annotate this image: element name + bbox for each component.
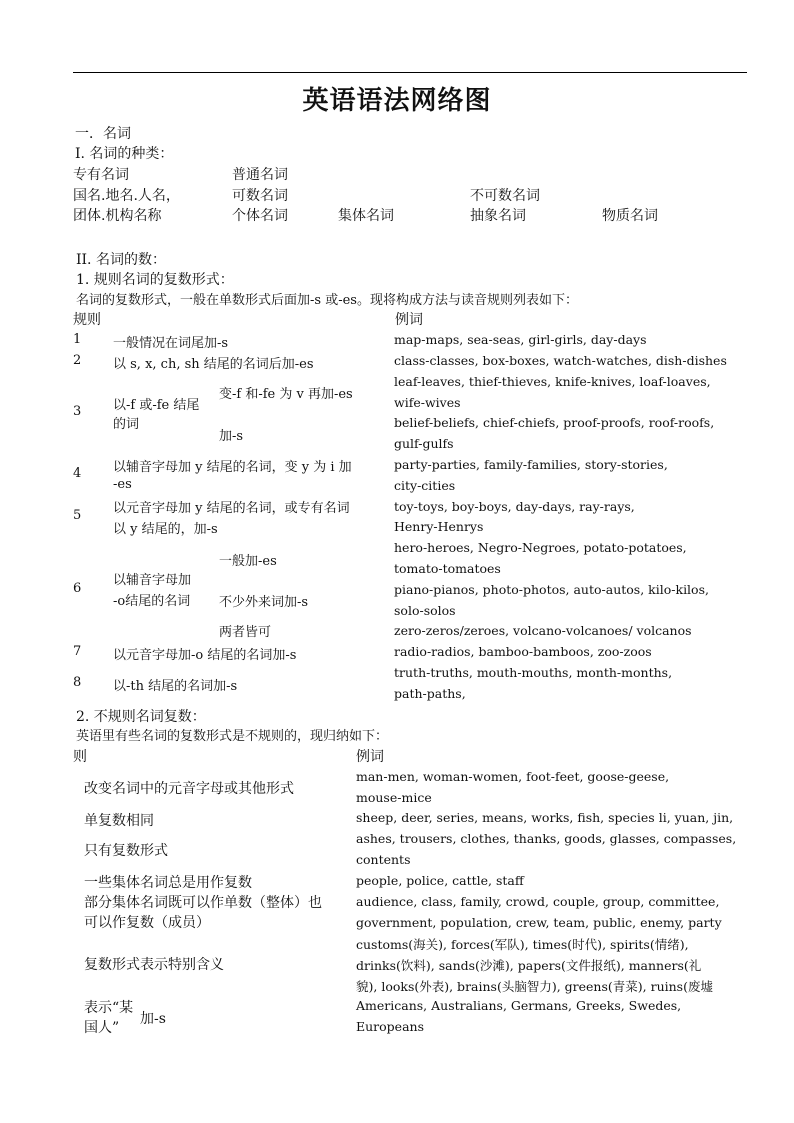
kind-uncountable: 不可数名词 bbox=[470, 188, 540, 204]
table2-example: government, population, crew, team, public, enemy, party bbox=[356, 915, 722, 930]
table1-row-num: 4 bbox=[73, 466, 82, 481]
kind-common: 普通名词 bbox=[232, 167, 288, 183]
table2-subrule: 加-s bbox=[140, 1011, 166, 1027]
table1-subrule: 一般加-es bbox=[219, 554, 277, 569]
table2-example: man-men, woman-women, foot-feet, goose-geese, bbox=[356, 769, 670, 784]
table1-example: path-paths, bbox=[394, 686, 466, 701]
table1-header-example: 例词 bbox=[395, 312, 423, 328]
table2-rule: 单复数相同 bbox=[84, 813, 154, 829]
table1-example: truth-truths, mouth-mouths, month-months, bbox=[394, 665, 673, 680]
regular-intro: 名词的复数形式，一般在单数形式后面加-s 或-es。现将构成方法与读音规则列表如下： bbox=[76, 293, 578, 308]
table1-rule: -o结尾的名词 bbox=[113, 594, 191, 609]
table2-example: audience, class, family, crowd, couple, group, committee, bbox=[356, 894, 720, 909]
table1-row-num: 8 bbox=[73, 675, 82, 690]
table1-rule: -es bbox=[113, 477, 132, 492]
table1-example: city-cities bbox=[394, 478, 456, 493]
table2-example: contents bbox=[356, 852, 411, 867]
subsection-heading-regular: 1. 规则名词的复数形式： bbox=[76, 272, 234, 288]
subsection-heading-irregular: 2. 不规则名词复数： bbox=[76, 709, 206, 725]
table2-header-rule: 则 bbox=[73, 749, 87, 765]
table1-row-num: 7 bbox=[73, 644, 82, 659]
table1-rule: 以元音字母加 y 结尾的名词，或专有名词 bbox=[113, 501, 350, 516]
section-heading-number: II. 名词的数： bbox=[76, 252, 166, 268]
table2-rule: 只有复数形式 bbox=[84, 843, 168, 859]
table2-rule: 表示“某 bbox=[84, 1000, 134, 1016]
kind-collective: 集体名词 bbox=[338, 208, 394, 224]
table2-rule: 国人” bbox=[84, 1020, 120, 1036]
table2-rule: 复数形式表示特别含义 bbox=[84, 957, 224, 973]
table1-row-num: 3 bbox=[73, 404, 82, 419]
table1-example: party-parties, family-families, story-stories, bbox=[394, 457, 668, 472]
table2-example: people, police, cattle, staff bbox=[356, 873, 524, 888]
table2-header-example: 例词 bbox=[356, 749, 384, 765]
table2-rule: 部分集体名词既可以作单数（整体）也 bbox=[84, 895, 322, 911]
table1-subrule: 变-f 和-fe 为 v 再加-es bbox=[219, 387, 353, 402]
table1-example: leaf-leaves, thief-thieves, knife-knives, loaf-loaves, bbox=[394, 374, 711, 389]
table1-example: radio-radios, bamboo-bamboos, zoo-zoos bbox=[394, 644, 652, 659]
table1-example: belief-beliefs, chief-chiefs, proof-proofs, roof-roofs, bbox=[394, 415, 715, 430]
table1-rule: 以辅音字母加 bbox=[113, 573, 192, 588]
table2-example: customs(海关), forces(军队), times(时代), spirits(情绪), bbox=[356, 937, 689, 952]
table1-row-num: 2 bbox=[73, 353, 82, 368]
section-heading-nouns: 一．名词 bbox=[75, 126, 131, 142]
table1-example: gulf-gulfs bbox=[394, 436, 454, 451]
kind-material: 物质名词 bbox=[602, 208, 658, 224]
table2-example: 貌), looks(外表), brains(头脑智力), greens(青菜), ruins(废墟 bbox=[356, 979, 713, 994]
table1-example: map-maps, sea-seas, girl-girls, day-days bbox=[394, 332, 647, 347]
table1-subrule: 加-s bbox=[219, 429, 244, 444]
kind-proper-desc-2: 团体.机构名称 bbox=[73, 208, 162, 224]
header-rule bbox=[73, 72, 747, 73]
table1-row-num: 1 bbox=[73, 332, 82, 347]
table1-rule: 以-f 或-fe 结尾 bbox=[113, 398, 200, 413]
table1-subrule: 不少外来词加-s bbox=[219, 595, 309, 610]
table2-example: drinks(饮料), sands(沙滩), papers(文件报纸), manners(礼 bbox=[356, 958, 702, 973]
table1-subrule: 两者皆可 bbox=[219, 625, 272, 640]
table1-example: zero-zeros/zeroes, volcano-volcanoes/ volcanos bbox=[394, 623, 692, 638]
table1-rule: 以-th 结尾的名词加-s bbox=[113, 679, 238, 694]
table1-rule: 以 s, x, ch, sh 结尾的名词后加-es bbox=[113, 357, 314, 372]
kind-countable: 可数名词 bbox=[232, 188, 288, 204]
table1-example: Henry-Henrys bbox=[394, 519, 484, 534]
table1-example: solo-solos bbox=[394, 603, 456, 618]
table1-example: toy-toys, boy-boys, day-days, ray-rays, bbox=[394, 499, 635, 514]
table2-rule: 改变名词中的元音字母或其他形式 bbox=[84, 781, 294, 797]
kind-proper: 专有名词 bbox=[73, 167, 129, 183]
table1-rule: 以元音字母加-o 结尾的名词加-s bbox=[113, 648, 297, 663]
table1-example: tomato-tomatoes bbox=[394, 561, 501, 576]
kind-proper-desc-1: 国名.地名.人名， bbox=[73, 188, 180, 204]
table1-rule: 的词 bbox=[113, 417, 140, 432]
subsection-heading-kinds: I. 名词的种类： bbox=[75, 146, 174, 162]
table1-rule: 以辅音字母加 y 结尾的名词，变 y 为 i 加 bbox=[113, 460, 352, 475]
kind-individual: 个体名词 bbox=[232, 208, 288, 224]
table1-row-num: 5 bbox=[73, 508, 82, 523]
table2-rule: 可以作复数（成员） bbox=[84, 915, 210, 931]
table1-rule: 一般情况在词尾加-s bbox=[113, 336, 229, 351]
table1-header-rule: 规则 bbox=[73, 312, 101, 328]
table2-example: ashes, trousers, clothes, thanks, goods, glasses, compasses, bbox=[356, 831, 737, 846]
page-title: 英语语法网络图 bbox=[302, 86, 492, 116]
table2-example: Americans, Australians, Germans, Greeks, Swedes, bbox=[356, 998, 682, 1013]
irregular-intro: 英语里有些名词的复数形式是不规则的，现归纳如下： bbox=[76, 729, 389, 744]
table1-example: class-classes, box-boxes, watch-watches, dish-dishes bbox=[394, 353, 727, 368]
table1-example: wife-wives bbox=[394, 395, 461, 410]
table2-example: sheep, deer, series, means, works, fish, species li, yuan, jin, bbox=[356, 810, 734, 825]
table2-rule: 一些集体名词总是用作复数 bbox=[84, 875, 252, 891]
table2-example: Europeans bbox=[356, 1019, 424, 1034]
table1-example: hero-heroes, Negro-Negroes, potato-potatoes, bbox=[394, 540, 687, 555]
table1-rule: 以 y 结尾的，加-s bbox=[113, 522, 218, 537]
table1-example: piano-pianos, photo-photos, auto-autos, kilo-kilos, bbox=[394, 582, 709, 597]
table2-example: mouse-mice bbox=[356, 790, 432, 805]
table1-row-num: 6 bbox=[73, 581, 82, 596]
kind-abstract: 抽象名词 bbox=[470, 208, 526, 224]
